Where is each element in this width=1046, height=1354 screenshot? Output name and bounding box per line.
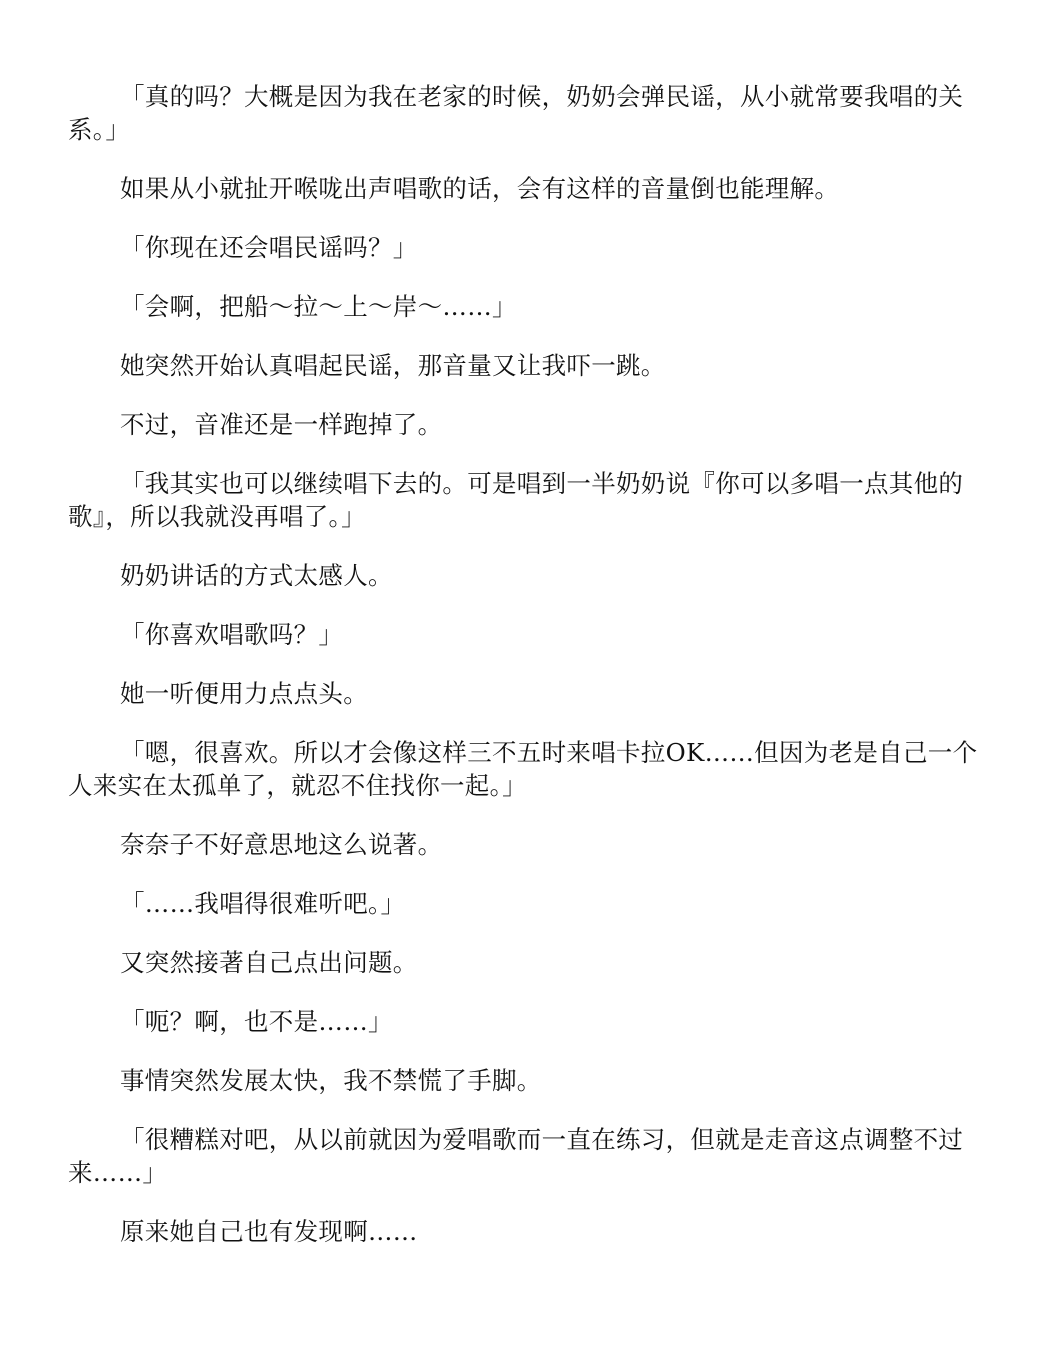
paragraph-10: 她一听便用力点点头。	[120, 679, 368, 708]
paragraph-9: 「你喜欢唱歌吗？」	[120, 620, 344, 649]
document-page	[68, 80, 978, 1274]
paragraph-5: 她突然开始认真唱起民谣，那音量又让我吓一跳。	[120, 351, 666, 380]
paragraph-15: 「呃？啊，也不是……」	[120, 1007, 393, 1036]
paragraph-12: 奈奈子不好意思地这么说著。	[120, 830, 443, 859]
paragraph-2: 如果从小就扯开喉咙出声唱歌的话，会有这样的音量倒也能理解。	[120, 174, 840, 203]
paragraph-4: 「会啊，把船～拉～上～岸～……」	[120, 292, 517, 321]
paragraph-13: 「……我唱得很难听吧。」	[120, 889, 406, 918]
paragraph-6: 不过，音准还是一样跑掉了。	[120, 410, 443, 439]
paragraph-16: 事情突然发展太快，我不禁慌了手脚。	[120, 1066, 542, 1095]
paragraph-18: 原来她自己也有发现啊……	[120, 1217, 418, 1246]
paragraph-11: 「嗯，很喜欢。所以才会像这样三不五时来唱卡拉OK……但因为老是自己一个人来实在太孤单了，就忍不住找你一起。」	[68, 738, 978, 800]
paragraph-1: 「真的吗？大概是因为我在老家的时候，奶奶会弹民谣，从小就常要我唱的关系。」	[68, 82, 964, 144]
paragraph-17: 「很糟糕对吧，从以前就因为爱唱歌而一直在练习，但就是走音这点调整不过来……」	[68, 1125, 964, 1187]
paragraph-7: 「我其实也可以继续唱下去的。可是唱到一半奶奶说『你可以多唱一点其他的歌』，所以我就没再唱了。」	[68, 469, 964, 531]
paragraph-3: 「你现在还会唱民谣吗？」	[120, 233, 418, 262]
paragraph-14: 又突然接著自己点出问题。	[120, 948, 418, 977]
paragraph-8: 奶奶讲话的方式太感人。	[120, 561, 393, 590]
